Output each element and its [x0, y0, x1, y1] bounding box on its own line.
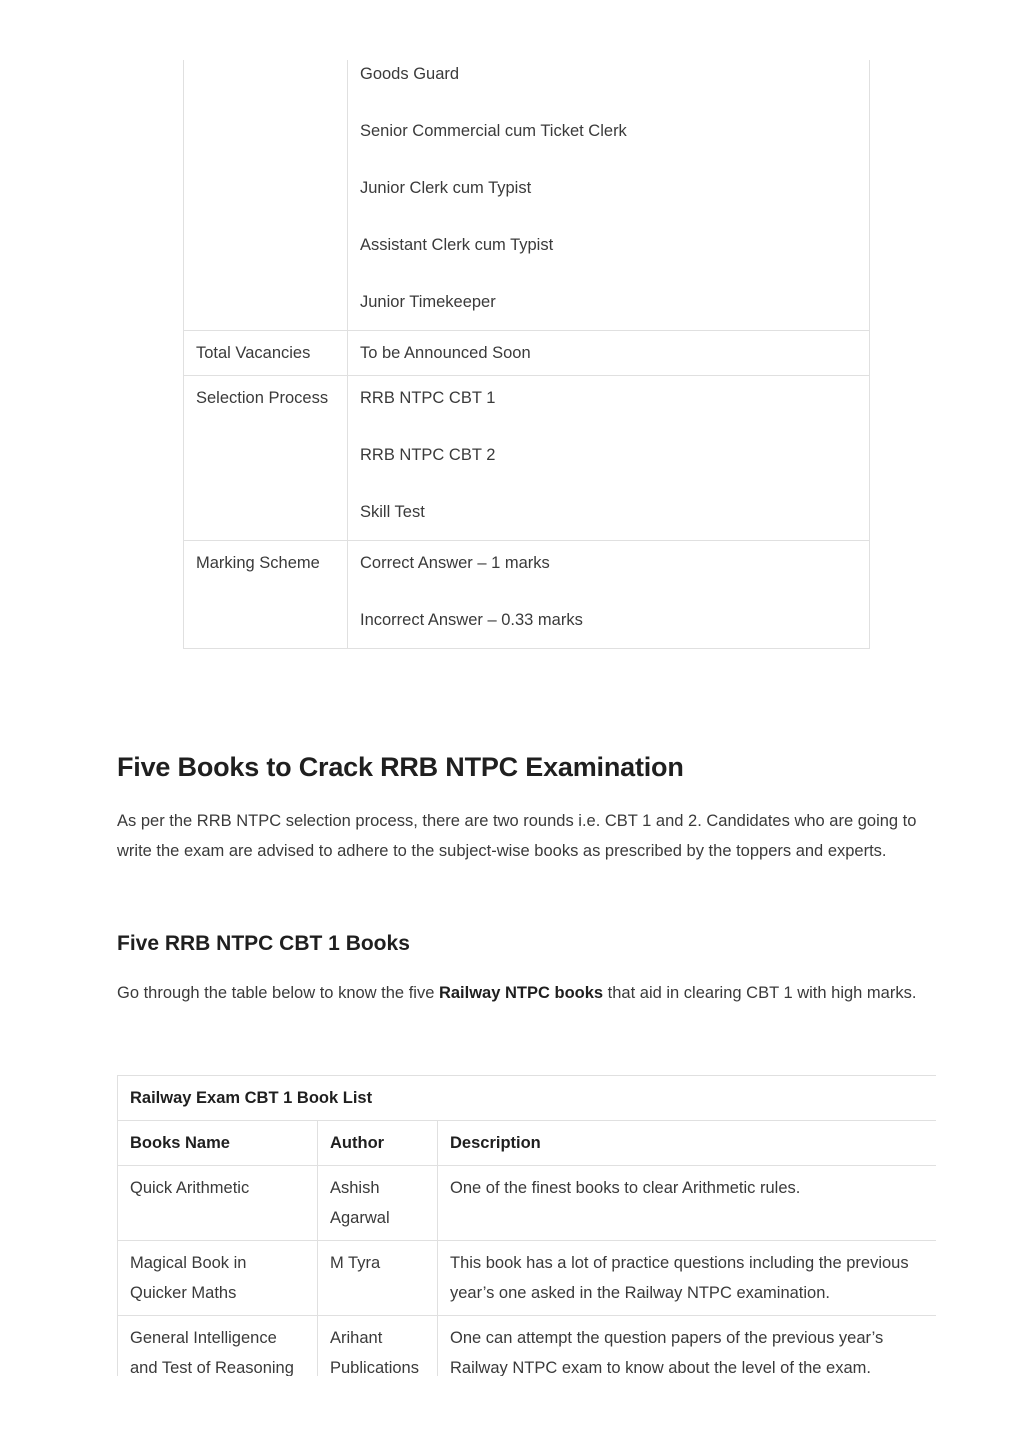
exam-overview-table-wrapper [183, 60, 870, 708]
header-books-name: Books Name [118, 1121, 318, 1166]
selection-process-label: Selection Process [184, 376, 348, 541]
marking-scheme-value [348, 541, 870, 649]
lead-text-bold-link: Railway NTPC books [438, 984, 604, 1002]
book-name: Magical Book in Quicker Maths [118, 1241, 318, 1316]
section-intro: As per the RRB NTPC selection process, there are two rounds i.e. CBT 1 and 2. Candidates who are going to write the exam are advised to adhere to the subject-wise books as prescribed by the toppers and experts. [117, 812, 917, 860]
book-description: One of the finest books to clear Arithmetic rules. [438, 1166, 937, 1241]
table-row-posts [184, 60, 870, 331]
table-cell-posts [348, 60, 870, 331]
header-author: Author [318, 1121, 438, 1166]
post-item: Junior Clerk cum Typist [360, 179, 532, 197]
selection-step: RRB NTPC CBT 1 [360, 389, 496, 407]
header-description: Description [438, 1121, 937, 1166]
lead-text-after: that aid in clearing CBT 1 with high marks. [603, 984, 917, 1002]
table-row-selection-process [184, 376, 870, 541]
book-name: General Intelligence and Test of Reasoning [118, 1316, 318, 1377]
post-item: Assistant Clerk cum Typist [360, 236, 554, 254]
total-vacancies-label: Total Vacancies [184, 331, 348, 376]
selection-step: RRB NTPC CBT 2 [360, 446, 496, 464]
table-row [118, 1241, 937, 1316]
lead-text-before: Go through the table below to know the five [117, 984, 439, 1002]
books-table [117, 1075, 936, 1376]
book-description: One can attempt the question papers of the previous year’s Railway NTPC exam to know about the level of the exam. [438, 1316, 937, 1377]
table-row-total-vacancies [184, 331, 870, 376]
selection-process-value [348, 376, 870, 541]
table-cell-empty [184, 60, 348, 331]
book-author: Arihant Publications [318, 1316, 438, 1377]
subsection-title: Five RRB NTPC CBT 1 Books [117, 932, 410, 955]
subsection-lead [117, 978, 927, 1008]
book-author: M Tyra [318, 1241, 438, 1316]
book-name: Quick Arithmetic [118, 1166, 318, 1241]
section-title: Five Books to Crack RRB NTPC Examination [117, 752, 684, 782]
total-vacancies-value: To be Announced Soon [348, 331, 870, 376]
table-caption-row [118, 1076, 937, 1121]
marking-item: Correct Answer – 1 marks [360, 554, 550, 572]
post-item: Goods Guard [360, 65, 460, 83]
post-item: Junior Timekeeper [360, 293, 496, 311]
selection-step: Skill Test [360, 503, 425, 521]
marking-scheme-label: Marking Scheme [184, 541, 348, 649]
books-table-wrapper [117, 1075, 936, 1376]
books-table-caption: Railway Exam CBT 1 Book List [118, 1076, 937, 1121]
book-description: This book has a lot of practice questions including the previous year’s one asked in the Railway NTPC examination. [438, 1241, 937, 1316]
table-header-row [118, 1121, 937, 1166]
table-row-marking-scheme [184, 541, 870, 649]
table-row [118, 1316, 937, 1377]
marking-item: Incorrect Answer – 0.33 marks [360, 611, 583, 629]
book-author: Ashish Agarwal [318, 1166, 438, 1241]
post-item: Senior Commercial cum Ticket Clerk [360, 122, 627, 140]
exam-overview-table [183, 60, 870, 649]
table-row [118, 1166, 937, 1241]
